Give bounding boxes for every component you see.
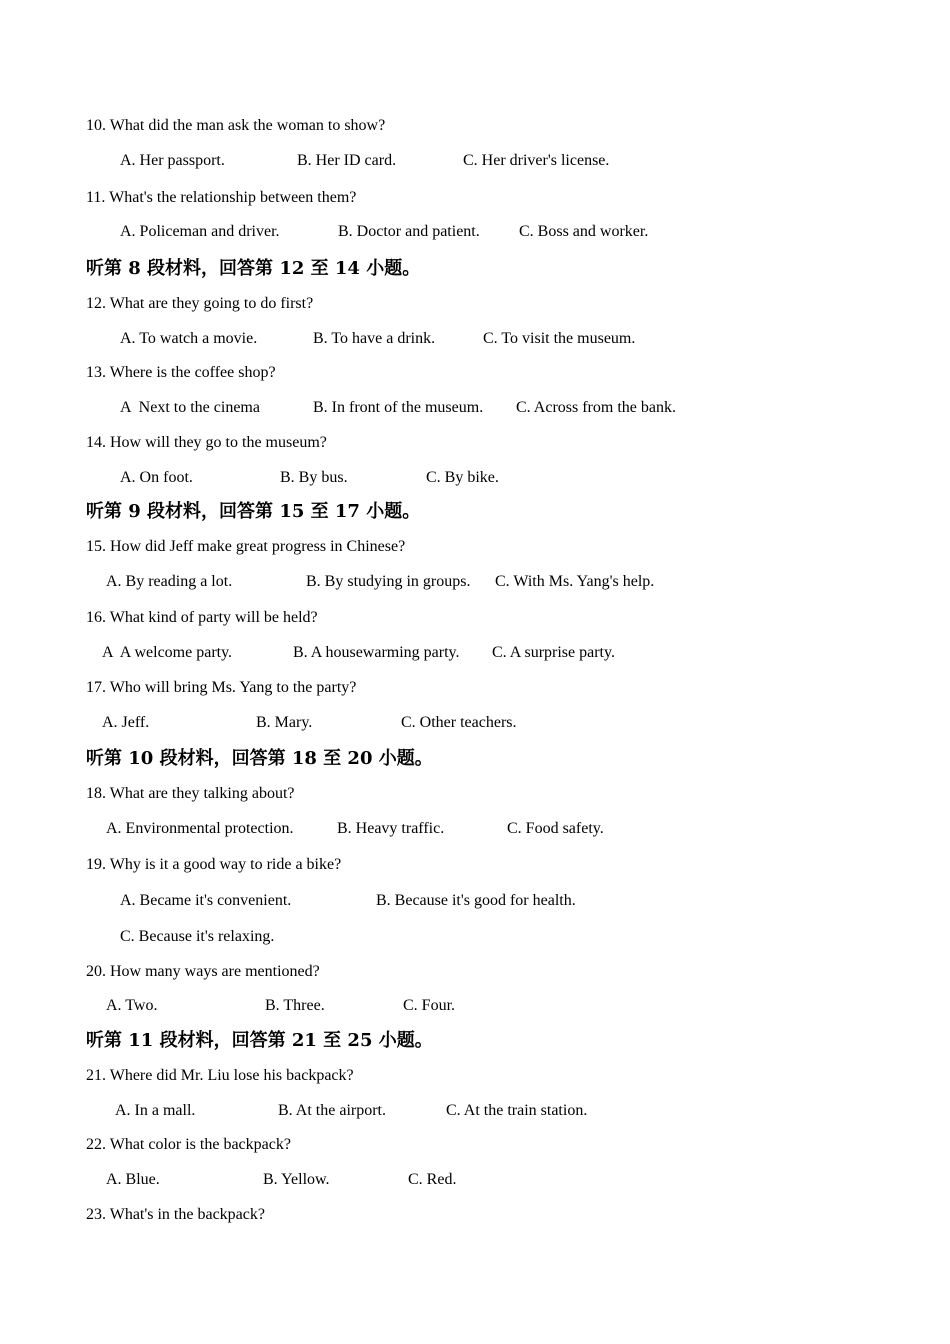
question-19: 19. Why is it a good way to ride a bike? [86,856,342,873]
option-a: A. Became it's convenient. [120,892,292,909]
option-b: B. At the airport. [278,1102,386,1119]
option-c: C. Her driver's license. [463,152,610,169]
option-c: C. Red. [408,1171,457,1188]
option-c: C. Across from the bank. [516,399,676,416]
option-a: A. Her passport. [120,152,225,169]
question-12: 12. What are they going to do first? [86,295,314,312]
option-a: A. Blue. [106,1171,160,1188]
question-16: 16. What kind of party will be held? [86,609,318,626]
option-c: C. Boss and worker. [519,223,649,240]
option-b: B. In front of the museum. [313,399,484,416]
option-a: A. Policeman and driver. [120,223,280,240]
option-a: A. Jeff. [102,714,150,731]
option-b: B. Heavy traffic. [337,820,445,837]
question-13: 13. Where is the coffee shop? [86,364,276,381]
option-c: C. Food safety. [507,820,604,837]
option-b: B. A housewarming party. [293,644,460,661]
option-c: C. A surprise party. [492,644,615,661]
option-a: A Next to the cinema [120,399,260,416]
section-heading-8: 听第 8 段材料，回答第 12 至 14 小题。 [86,258,421,279]
option-c: C. Because it's relaxing. [120,928,275,945]
question-23: 23. What's in the backpack? [86,1206,265,1223]
option-a: A. Two. [106,997,158,1014]
option-b: B. Doctor and patient. [338,223,480,240]
option-c: C. To visit the museum. [483,330,636,347]
option-c: C. At the train station. [446,1102,588,1119]
option-a: A. To watch a movie. [120,330,258,347]
question-21: 21. Where did Mr. Liu lose his backpack? [86,1067,354,1084]
option-c: C. Other teachers. [401,714,517,731]
option-b: B. By studying in groups. [306,573,471,590]
section-heading-11: 听第 11 段材料，回答第 21 至 25 小题。 [86,1030,433,1051]
option-c: C. Four. [403,997,456,1014]
option-a: A. By reading a lot. [106,573,233,590]
option-c: C. By bike. [426,469,499,486]
question-18: 18. What are they talking about? [86,785,295,802]
question-20: 20. How many ways are mentioned? [86,963,320,980]
option-a: A A welcome party. [102,644,233,661]
option-b: B. Three. [265,997,325,1014]
question-15: 15. How did Jeff make great progress in Chinese? [86,538,406,555]
option-b: B. Mary. [256,714,313,731]
question-10: 10. What did the man ask the woman to show? [86,117,386,134]
question-14: 14. How will they go to the museum? [86,434,327,451]
option-b: B. To have a drink. [313,330,436,347]
option-a: A. In a mall. [115,1102,196,1119]
option-a: A. On foot. [120,469,193,486]
question-11: 11. What's the relationship between them? [86,189,357,206]
section-heading-9: 听第 9 段材料，回答第 15 至 17 小题。 [86,501,421,522]
option-b: B. Her ID card. [297,152,397,169]
option-b: B. Because it's good for health. [376,892,576,909]
option-b: B. By bus. [280,469,348,486]
question-17: 17. Who will bring Ms. Yang to the party? [86,679,357,696]
option-b: B. Yellow. [263,1171,330,1188]
option-a: A. Environmental protection. [106,820,294,837]
question-22: 22. What color is the backpack? [86,1136,291,1153]
section-heading-10: 听第 10 段材料，回答第 18 至 20 小题。 [86,748,433,769]
option-c: C. With Ms. Yang's help. [495,573,655,590]
